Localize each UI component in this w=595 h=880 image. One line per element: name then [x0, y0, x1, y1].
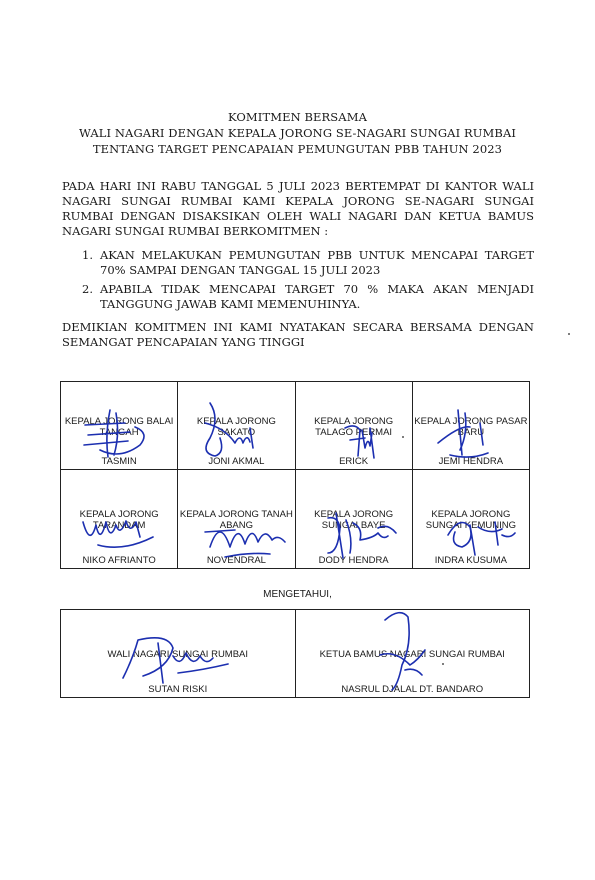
- signer-name: ERICK: [339, 456, 369, 467]
- signer-name: NASRUL DJALAL DT. BANDARO: [341, 684, 484, 695]
- signature-sutan-icon: [118, 628, 238, 688]
- commitment-item: [82, 282, 534, 312]
- signature-novendral-icon: [200, 512, 290, 562]
- signer-role: KEPALA JORONG TARANDAM: [79, 509, 159, 531]
- title-line-2: WALI NAGARI DENGAN KEPALA JORONG SE-NAGARI SUNGAI RUMBAI: [78, 126, 517, 140]
- speck-mark: [442, 663, 444, 665]
- signer-role: KEPALA JORONG PASAR BARU: [414, 415, 528, 438]
- signer-name: DODY HENDRA: [318, 555, 389, 566]
- signer-role: KEPALA JORONG TANAH ABANG: [179, 509, 293, 531]
- signer-name: INDRA KUSUMA: [434, 555, 508, 566]
- signature-jemi-icon: [430, 405, 500, 465]
- title-line-3: TENTANG TARGET PENCAPAIAN PEMUNGUTAN PBB TAHUN 2023: [92, 142, 503, 156]
- signer-name: NIKO AFRIANTO: [82, 555, 156, 566]
- signer-role: KEPALA JORONG TALAGO PERMAI: [314, 415, 394, 438]
- signature-indra-icon: [440, 507, 520, 562]
- signature-tasmin-icon: [80, 405, 160, 465]
- signer-role: KETUA BAMUS NAGARI SUNGAI RUMBAI: [319, 649, 505, 660]
- signer-role: KEPALA JORONG SUNGAI KEMUNING: [425, 509, 516, 531]
- signer-role: WALI NAGARI SUNGAI RUMBAI: [107, 649, 249, 660]
- signer-role: KEPALA JORONG BALAI TANGAH: [64, 415, 174, 438]
- mengetahui-label: MENGETAHUI,: [263, 589, 332, 600]
- signature-joni-icon: [195, 398, 275, 468]
- signature-niko-icon: [78, 507, 163, 557]
- commitment-number: 1.: [82, 248, 93, 262]
- commitment-number: 2.: [82, 282, 93, 296]
- signature-dody-icon: [318, 508, 408, 563]
- commitment-text: APABILA TIDAK MENCAPAI TARGET 70 % MAKA AKAN MENJADI TANGGUNG JAWAB KAMI MEMENUHINYA.: [100, 282, 534, 311]
- title-line-1: KOMITMEN BERSAMA: [228, 110, 367, 124]
- signer-name: SUTAN RISKI: [148, 684, 208, 695]
- commitment-item: [82, 248, 534, 278]
- signer-role: KEPALA JORONG SAKATO: [196, 415, 276, 438]
- speck-mark: [402, 436, 404, 438]
- signer-name: JEMI HENDRA: [438, 456, 504, 467]
- commitment-text: AKAN MELAKUKAN PEMUNGUTAN PBB UNTUK MENCAPAI TARGET 70% SAMPAI DENGAN TANGGAL 15 JULI 2023: [100, 248, 534, 277]
- commitment-list: [82, 248, 534, 316]
- signer-name: JONI AKMAL: [208, 456, 265, 467]
- closing-paragraph: DEMIKIAN KOMITMEN INI KAMI NYATAKAN SECARA BERSAMA DENGAN SEMANGAT PENCAPAIAN YANG TINGGI: [62, 320, 534, 349]
- signer-name: NOVENDRAL: [206, 555, 266, 566]
- speck-mark: [568, 333, 570, 335]
- signature-nasrul-icon: [370, 605, 440, 695]
- signature-erick-icon: [340, 418, 400, 463]
- signer-role: KEPALA JORONG SUNGAI BAYE: [314, 509, 394, 531]
- signer-name: TASMIN: [101, 456, 137, 467]
- intro-paragraph: PADA HARI INI RABU TANGGAL 5 JULI 2023 BERTEMPAT DI KANTOR WALI NAGARI SUNGAI RUMBAI KAMI KEPALA JORONG SE-NAGARI SUNGAI RUMBAI DENGAN DISAKSIKAN OLEH WALI NAGARI DAN KETUA BAMUS NAGARI SUNGAI RUMBAI BERKOMITMEN :: [62, 179, 534, 238]
